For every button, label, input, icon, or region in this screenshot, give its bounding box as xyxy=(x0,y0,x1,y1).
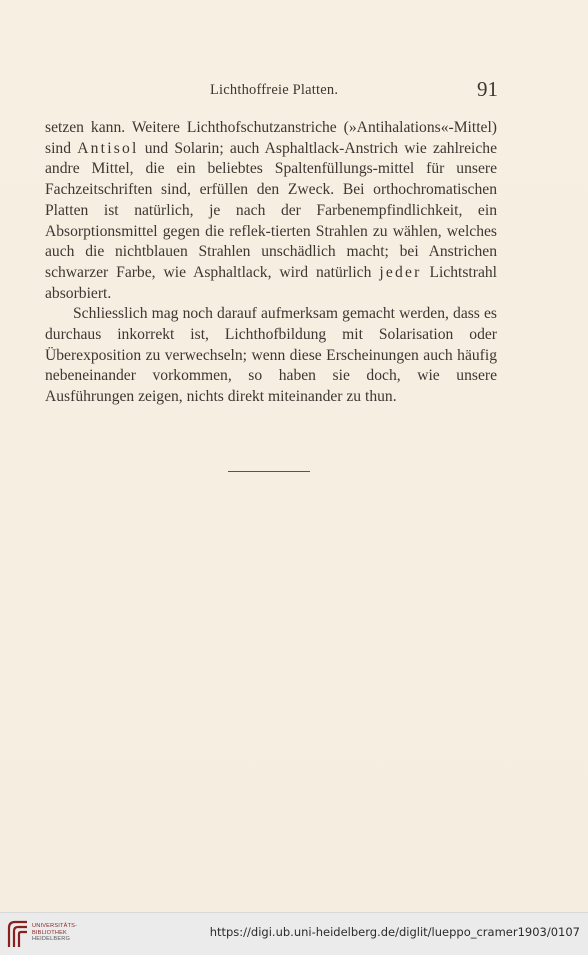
running-title: Lichthoffreie Platten. xyxy=(210,82,339,98)
library-name-line-1: UNIVERSITÄTS- xyxy=(32,923,78,929)
paragraph-1-part-3: Lichtstrahl absorbiert. xyxy=(45,263,497,302)
paragraph-2: Schliesslich mag noch darauf aufmerksam gemacht werden, dass es durchaus inkorrekt ist, Lichthofbildung mit Solarisation oder Überexposition zu verwechseln; wenn diese Erscheinungen auch häufig nebeneinander vorkommen, so haben sie doch, wie unsere Ausführungen zeigen, nichts direkt miteinander zu thun. xyxy=(45,305,497,406)
paragraph-1-part-2: und Solarin; auch Asphaltlack-Anstrich wie zahlreiche andre Mittel, die ein beliebtes Spaltenfüllungs-mittel für unsere Fachzeitschriften sind, erfüllen den Zweck. Bei orthochromatischen Platten ist natürlich, je nach der Farbenempfindlichkeit, ein Absorptionsmittel gegen die reflek-tierten Strahlen zu wählen, welches auch die nichtblauen Strahlen unschädlich macht; bei Anstrichen schwarzer Farbe, wie Asphaltlack, wird natürlich xyxy=(45,139,497,281)
permalink-url[interactable]: https://digi.ub.uni-heidelberg.de/diglit/lueppo_cramer1903/0107 xyxy=(209,925,580,939)
section-end-rule xyxy=(228,471,310,472)
university-library-logo-icon[interactable] xyxy=(6,919,30,949)
running-head xyxy=(0,77,588,104)
emphasis-jeder: jeder xyxy=(379,263,422,281)
page-number: 91 xyxy=(477,77,498,101)
library-name[interactable] xyxy=(32,923,77,943)
paragraph-1 xyxy=(45,118,497,304)
emphasis-antisol: Antisol xyxy=(77,139,139,157)
library-name-line-3: HEIDELBERG xyxy=(32,936,71,943)
paragraph-1-part-1: setzen kann. Weitere Lichthofschutzanstriche (»Antihalations«-Mittel) sind xyxy=(45,119,497,157)
viewer-footer xyxy=(0,912,588,955)
library-name-line-2: BIBLIOTHEK xyxy=(32,929,67,936)
body-text xyxy=(45,118,497,408)
